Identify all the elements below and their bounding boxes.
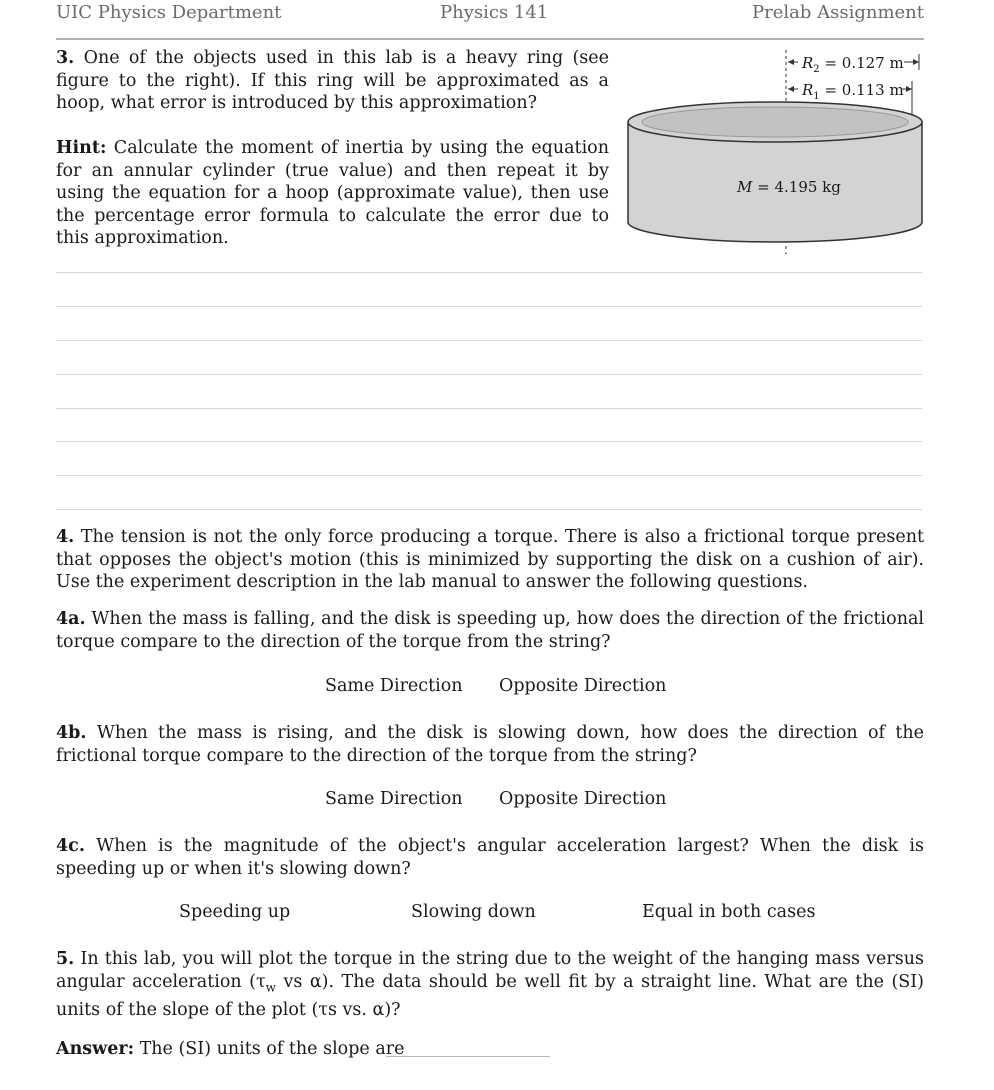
answer-line[interactable] [56, 475, 922, 509]
question-4 [56, 526, 924, 594]
answer-row [56, 1038, 416, 1061]
answer-text: The (SI) units of the slope are [134, 1039, 405, 1059]
question-3 [56, 47, 609, 115]
header-department: UIC Physics Department [56, 2, 282, 23]
question-4a-text: When the mass is falling, and the disk is speeding up, how does the direction of the frictional torque compare to the direction of the torque from the string? [56, 609, 924, 652]
r1-arrowhead-right [906, 86, 912, 92]
r2-arrowhead-left [788, 59, 794, 65]
answer-label: Answer: [56, 1039, 135, 1059]
answer-line[interactable] [56, 272, 922, 306]
question-4b-number: 4b. [56, 723, 87, 743]
q4a-option-opposite[interactable]: Opposite Direction [499, 676, 667, 696]
question-4a [56, 608, 924, 653]
q4c-option-speeding-up[interactable]: Speeding up [179, 902, 291, 922]
question-4-text: The tension is not the only force producing a torque. There is also a frictional torque present that opposes the object's motion (this is minimized by supporting the disk on a cushion of air). Use the experiment description in the lab manual to answer the following questions. [56, 527, 924, 592]
question-4-number: 4. [56, 527, 75, 547]
ring-top-inner [642, 107, 908, 137]
answer-line[interactable] [56, 340, 922, 374]
question-4c-number: 4c. [56, 836, 85, 856]
question-4c-text: When is the magnitude of the object's angular acceleration largest? When the disk is speeding up or when it's slowing down? [56, 836, 924, 879]
answer-line[interactable] [56, 441, 922, 475]
ring-figure [620, 44, 930, 254]
question-3-hint [56, 137, 609, 250]
q4c-option-slowing-down[interactable]: Slowing down [411, 902, 536, 922]
q4c-option-equal[interactable]: Equal in both cases [642, 902, 816, 922]
question-4b-text: When the mass is rising, and the disk is slowing down, how does the direction of the frictional torque compare to the direction of the torque from the string? [56, 723, 924, 766]
question-4b [56, 722, 924, 767]
q4a-option-same[interactable]: Same Direction [325, 676, 463, 696]
question-3-number: 3. [56, 48, 75, 68]
answer-line[interactable] [56, 374, 922, 408]
question-5-text-1: In this lab, you will plot the torque in the string due to the weight of the hanging mass versus angular acceleration (τ [56, 949, 924, 992]
r1-label: $R_1 = 0.113$ m [802, 81, 904, 102]
answer-line[interactable] [56, 408, 922, 442]
q4b-option-same[interactable]: Same Direction [325, 789, 463, 809]
mass-label: M = 4.195 kg [737, 178, 841, 196]
question-5-number: 5. [56, 949, 75, 969]
header-course: Physics 141 [440, 2, 549, 23]
question-5 [56, 948, 924, 1021]
question-4a-number: 4a. [56, 609, 86, 629]
page-header [56, 0, 924, 40]
slope-units-answer-line[interactable] [386, 1056, 550, 1057]
answer-line[interactable] [56, 306, 922, 340]
hint-text: Calculate the moment of inertia by using the equation for an annular cylinder (true value) and then repeat it by using the equation for a hoop (approximate value), then use the percentage error formula to calculate the error due to this approximation. [56, 138, 609, 248]
header-assignment: Prelab Assignment [752, 2, 924, 23]
header-rule [56, 38, 924, 40]
question-5-text-2: vs α). The data should be well fit by a straight line. What are the (SI) units of the slope of the plot (τs vs. α)? [56, 971, 924, 1020]
q4b-option-opposite[interactable]: Opposite Direction [499, 789, 667, 809]
r2-arrowhead-right [913, 59, 919, 65]
question-5-subscript: w [265, 980, 276, 994]
hint-label: Hint: [56, 138, 107, 158]
question-3-text: One of the objects used in this lab is a heavy ring (see figure to the right). If this ring will be approximated as a hoop, what error is introduced by this approximation? [56, 48, 609, 113]
r2-label: $R_2 = 0.127$ m [802, 54, 904, 75]
question-4c [56, 835, 924, 880]
r1-arrowhead-left [788, 86, 794, 92]
answer-lines [56, 272, 922, 543]
